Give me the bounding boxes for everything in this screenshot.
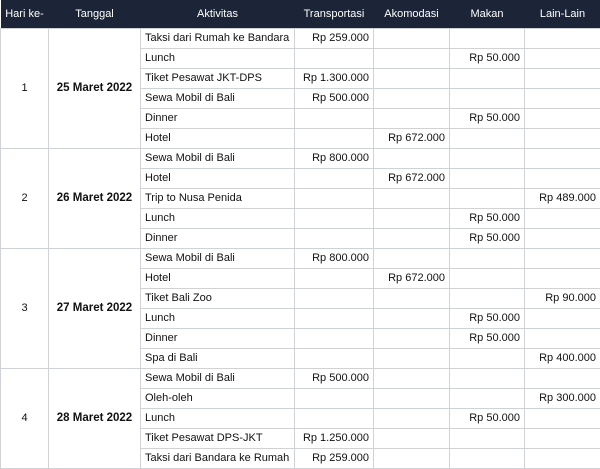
transportasi-cell xyxy=(295,48,374,68)
table-row xyxy=(1,368,600,388)
makan-cell: Rp 50.000 xyxy=(450,108,525,128)
makan-cell xyxy=(450,268,525,288)
activity-cell: Hotel xyxy=(141,168,295,188)
akomodasi-cell xyxy=(374,308,450,328)
lain-lain-cell: Rp 90.000 xyxy=(525,288,600,308)
makan-cell xyxy=(450,148,525,168)
day-date: 26 Maret 2022 xyxy=(49,148,141,248)
activity-cell: Sewa Mobil di Bali xyxy=(141,148,295,168)
activity-cell: Dinner xyxy=(141,328,295,348)
akomodasi-cell xyxy=(374,108,450,128)
transportasi-cell xyxy=(295,388,374,408)
activity-cell: Lunch xyxy=(141,48,295,68)
activity-cell: Taksi dari Bandara ke Rumah xyxy=(141,448,295,468)
day-number: 2 xyxy=(1,148,49,248)
lain-lain-cell xyxy=(525,68,600,88)
makan-cell xyxy=(450,388,525,408)
akomodasi-cell xyxy=(374,28,450,48)
activity-cell: Lunch xyxy=(141,308,295,328)
activity-cell: Hotel xyxy=(141,268,295,288)
activity-cell: Taksi dari Rumah ke Bandara xyxy=(141,28,295,48)
akomodasi-cell xyxy=(374,288,450,308)
lain-lain-cell xyxy=(525,428,600,448)
makan-cell xyxy=(450,248,525,268)
lain-lain-cell xyxy=(525,208,600,228)
header-makan: Makan xyxy=(450,0,525,28)
transportasi-cell xyxy=(295,268,374,288)
transportasi-cell xyxy=(295,168,374,188)
activity-cell: Spa di Bali xyxy=(141,348,295,368)
akomodasi-cell xyxy=(374,408,450,428)
akomodasi-cell: Rp 672.000 xyxy=(374,268,450,288)
akomodasi-cell xyxy=(374,448,450,468)
day-number: 1 xyxy=(1,28,49,148)
activity-cell: Sewa Mobil di Bali xyxy=(141,368,295,388)
activity-cell: Dinner xyxy=(141,108,295,128)
makan-cell xyxy=(450,88,525,108)
lain-lain-cell xyxy=(525,448,600,468)
makan-cell xyxy=(450,368,525,388)
activity-cell: Tiket Pesawat JKT-DPS xyxy=(141,68,295,88)
akomodasi-cell xyxy=(374,348,450,368)
activity-cell: Sewa Mobil di Bali xyxy=(141,248,295,268)
header-transportasi: Transportasi xyxy=(295,0,374,28)
akomodasi-cell xyxy=(374,148,450,168)
transportasi-cell xyxy=(295,348,374,368)
activity-cell: Trip to Nusa Penida xyxy=(141,188,295,208)
lain-lain-cell xyxy=(525,268,600,288)
transportasi-cell: Rp 1.300.000 xyxy=(295,68,374,88)
day-date: 28 Maret 2022 xyxy=(49,368,141,468)
makan-cell xyxy=(450,128,525,148)
makan-cell: Rp 50.000 xyxy=(450,408,525,428)
lain-lain-cell xyxy=(525,328,600,348)
lain-lain-cell xyxy=(525,248,600,268)
day-date: 27 Maret 2022 xyxy=(49,248,141,368)
lain-lain-cell xyxy=(525,408,600,428)
makan-cell xyxy=(450,448,525,468)
table-header-row xyxy=(1,0,600,28)
transportasi-cell: Rp 259.000 xyxy=(295,448,374,468)
akomodasi-cell xyxy=(374,248,450,268)
header-lain-lain: Lain-Lain xyxy=(525,0,600,28)
transportasi-cell xyxy=(295,308,374,328)
lain-lain-cell xyxy=(525,308,600,328)
transportasi-cell xyxy=(295,228,374,248)
day-date: 25 Maret 2022 xyxy=(49,28,141,148)
transportasi-cell: Rp 800.000 xyxy=(295,248,374,268)
lain-lain-cell xyxy=(525,108,600,128)
transportasi-cell: Rp 1.250.000 xyxy=(295,428,374,448)
day-number: 4 xyxy=(1,368,49,468)
makan-cell: Rp 50.000 xyxy=(450,308,525,328)
makan-cell: Rp 50.000 xyxy=(450,328,525,348)
transportasi-cell xyxy=(295,128,374,148)
activity-cell: Hotel xyxy=(141,128,295,148)
makan-cell: Rp 50.000 xyxy=(450,208,525,228)
makan-cell xyxy=(450,68,525,88)
lain-lain-cell xyxy=(525,128,600,148)
akomodasi-cell xyxy=(374,368,450,388)
day-number: 3 xyxy=(1,248,49,368)
transportasi-cell xyxy=(295,328,374,348)
lain-lain-cell xyxy=(525,28,600,48)
activity-cell: Lunch xyxy=(141,208,295,228)
makan-cell xyxy=(450,428,525,448)
table-row xyxy=(1,148,600,168)
akomodasi-cell xyxy=(374,228,450,248)
transportasi-cell xyxy=(295,408,374,428)
lain-lain-cell xyxy=(525,168,600,188)
header-tanggal: Tanggal xyxy=(49,0,141,28)
transportasi-cell: Rp 500.000 xyxy=(295,368,374,388)
akomodasi-cell xyxy=(374,328,450,348)
activity-cell: Lunch xyxy=(141,408,295,428)
makan-cell xyxy=(450,168,525,188)
makan-cell xyxy=(450,188,525,208)
lain-lain-cell xyxy=(525,228,600,248)
lain-lain-cell xyxy=(525,48,600,68)
lain-lain-cell xyxy=(525,148,600,168)
akomodasi-cell xyxy=(374,88,450,108)
akomodasi-cell: Rp 672.000 xyxy=(374,168,450,188)
akomodasi-cell xyxy=(374,428,450,448)
table-body xyxy=(1,28,600,468)
transportasi-cell: Rp 259.000 xyxy=(295,28,374,48)
activity-cell: Sewa Mobil di Bali xyxy=(141,88,295,108)
makan-cell xyxy=(450,28,525,48)
lain-lain-cell xyxy=(525,368,600,388)
activity-cell: Oleh-oleh xyxy=(141,388,295,408)
transportasi-cell xyxy=(295,108,374,128)
akomodasi-cell xyxy=(374,48,450,68)
header-hari-ke: Hari ke- xyxy=(1,0,49,28)
makan-cell xyxy=(450,348,525,368)
table-row xyxy=(1,248,600,268)
akomodasi-cell xyxy=(374,68,450,88)
activity-cell: Tiket Bali Zoo xyxy=(141,288,295,308)
lain-lain-cell xyxy=(525,88,600,108)
makan-cell: Rp 50.000 xyxy=(450,48,525,68)
header-aktivitas: Aktivitas xyxy=(141,0,295,28)
transportasi-cell xyxy=(295,188,374,208)
transportasi-cell xyxy=(295,208,374,228)
transportasi-cell: Rp 800.000 xyxy=(295,148,374,168)
activity-cell: Tiket Pesawat DPS-JKT xyxy=(141,428,295,448)
transportasi-cell: Rp 500.000 xyxy=(295,88,374,108)
akomodasi-cell xyxy=(374,188,450,208)
lain-lain-cell: Rp 400.000 xyxy=(525,348,600,368)
header-akomodasi: Akomodasi xyxy=(374,0,450,28)
lain-lain-cell: Rp 489.000 xyxy=(525,188,600,208)
akomodasi-cell: Rp 672.000 xyxy=(374,128,450,148)
table-row xyxy=(1,28,600,48)
lain-lain-cell: Rp 300.000 xyxy=(525,388,600,408)
akomodasi-cell xyxy=(374,208,450,228)
akomodasi-cell xyxy=(374,388,450,408)
makan-cell xyxy=(450,288,525,308)
activity-cell: Dinner xyxy=(141,228,295,248)
makan-cell: Rp 50.000 xyxy=(450,228,525,248)
transportasi-cell xyxy=(295,288,374,308)
